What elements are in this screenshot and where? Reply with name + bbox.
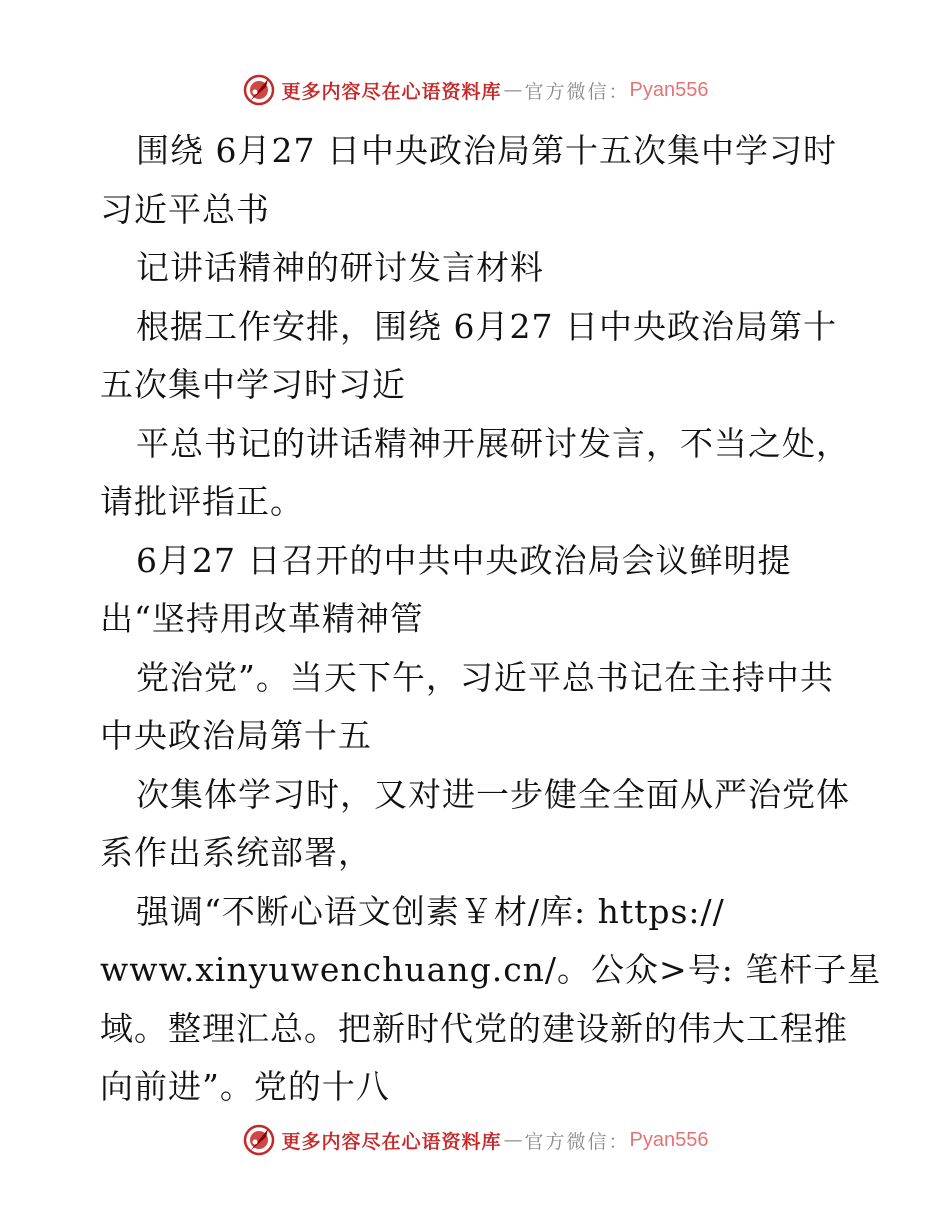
header-separator: — <box>503 79 523 101</box>
header-banner <box>0 70 950 110</box>
body-line: 记讲话精神的研讨发言材料 <box>136 248 544 287</box>
footer-site-text: 更多内容尽在心语资料库 <box>281 1130 502 1153</box>
body-line: 域。整理汇总。把新时代党的建设新的伟大工程推 <box>100 1008 848 1048</box>
body-line: 系作出系统部署， <box>100 833 372 872</box>
body-line: 请批评指正。 <box>100 482 304 521</box>
footer-wechat-label: 官方微信： <box>524 1130 630 1153</box>
body-line: 中央政治局第十五 <box>100 716 372 755</box>
body-line: 出“坚持用改革精神管 <box>100 599 424 638</box>
footer-wechat-id: Pyan556 <box>629 1128 709 1151</box>
body-line: 向前进”。党的十八 <box>100 1067 390 1106</box>
document-body <box>100 122 882 1117</box>
body-line: 强调“不断心语文创素￥材/库: https:// <box>136 891 725 931</box>
body-line: 党治党”。当天下午，习近平总书记在主持中共 <box>136 657 834 697</box>
quill-circle-icon <box>242 1123 276 1157</box>
body-line: 五次集中学习时习近 <box>100 365 406 404</box>
body-line: 平总书记的讲话精神开展研讨发言，不当之处， <box>136 423 850 463</box>
body-line: 次集体学习时，又对进一步健全全面从严治党体 <box>136 774 850 814</box>
body-line: 根据工作安排，围绕 6月27 日中央政治局第十 <box>136 306 837 346</box>
footer-banner <box>0 1120 950 1160</box>
footer-separator: — <box>503 1129 523 1151</box>
header-wechat-label: 官方微信： <box>524 80 630 103</box>
header-site-text: 更多内容尽在心语资料库 <box>281 80 502 103</box>
body-line: 围绕 6月27 日中央政治局第十五次集中学习时 <box>136 131 837 170</box>
body-line: www.xinyuwenchuang.cn/。公众>号: 笔杆子星 <box>100 950 882 989</box>
body-line: 习近平总书 <box>100 189 270 229</box>
body-line: 6月27 日召开的中共中央政治局会议鲜明提 <box>136 540 792 580</box>
header-wechat-id: Pyan556 <box>629 78 709 101</box>
quill-circle-icon <box>242 73 276 107</box>
